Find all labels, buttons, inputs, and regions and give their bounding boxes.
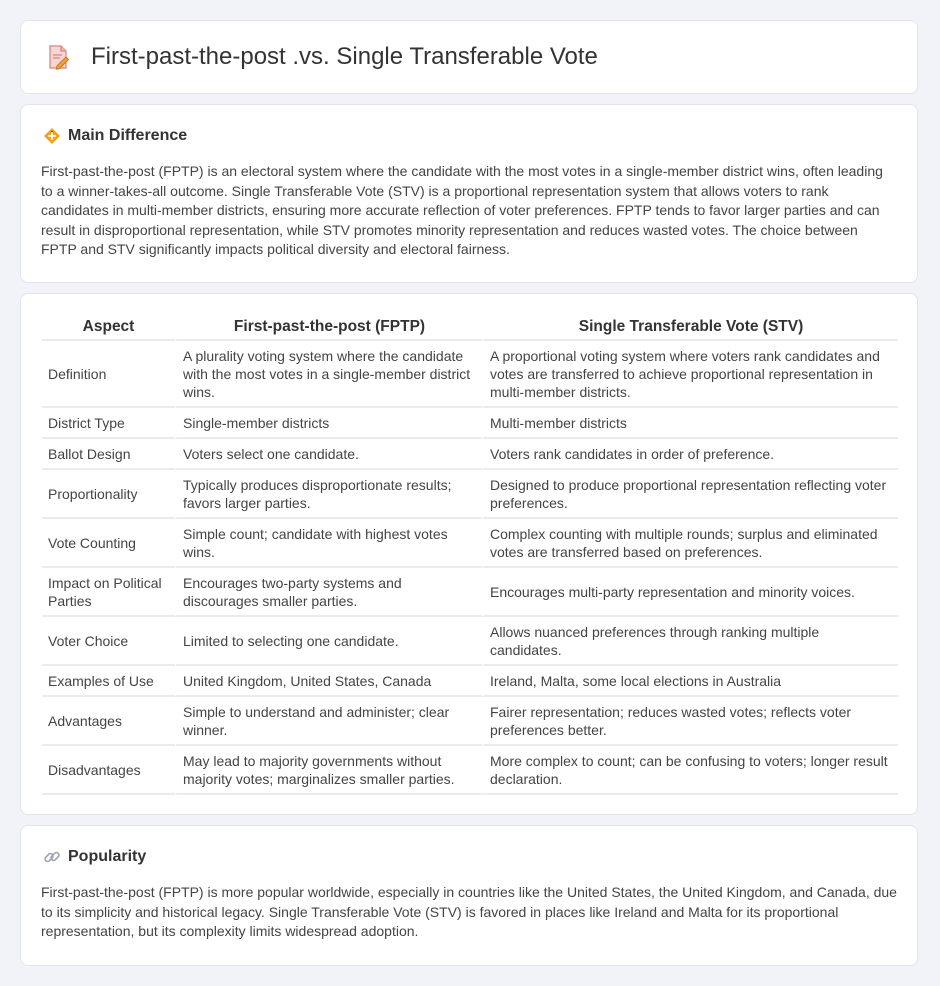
row-aspect: District Type bbox=[42, 408, 175, 439]
comparison-table bbox=[42, 316, 898, 795]
popularity-text: First-past-the-post (FPTP) is more popular worldwide, especially in countries like the United States, the United Kingdom, and Canada, due to its simplicity and historical legacy. Single Transferable Vote (STV) is favored in places like Ireland and Malta for its proportional representation, but its complexity limits widespread adoption. bbox=[41, 884, 897, 940]
link-icon bbox=[43, 848, 61, 866]
table-row bbox=[42, 568, 898, 617]
row-aspect: Advantages bbox=[42, 697, 175, 746]
row-fptp: Voters select one candidate. bbox=[175, 439, 482, 470]
row-fptp: May lead to majority governments without majority votes; marginalizes smaller parties. bbox=[175, 746, 482, 795]
table-row bbox=[42, 666, 898, 697]
table-header-row bbox=[42, 316, 898, 341]
row-aspect: Ballot Design bbox=[42, 439, 175, 470]
row-fptp: United Kingdom, United States, Canada bbox=[175, 666, 482, 697]
row-fptp: A plurality voting system where the candidate with the most votes in a single-member district wins. bbox=[175, 341, 482, 408]
table-row bbox=[42, 341, 898, 408]
table-row bbox=[42, 519, 898, 568]
popularity-title: Popularity bbox=[68, 848, 147, 865]
table-row bbox=[42, 617, 898, 666]
comparison-card bbox=[20, 293, 918, 815]
main-difference-title: Main Difference bbox=[68, 127, 188, 144]
table-row bbox=[42, 470, 898, 519]
row-aspect: Vote Counting bbox=[42, 519, 175, 568]
main-difference-text: First-past-the-post (FPTP) is an electoral system where the candidate with the most votes in a single-member district wins, often leading to a winner-takes-all outcome. Single Transferable Vote (STV) is a proportional representation system that allows voters to rank candidates in multi-member districts, ensuring more accurate reflection of voter preferences. FPTP tends to favor larger parties and can result in disproportional representation, while STV promotes minority representation and reduces wasted votes. The choice between FPTP and STV significantly impacts political diversity and electoral fairness. bbox=[41, 163, 883, 258]
header-aspect: Aspect bbox=[42, 316, 175, 341]
row-stv: Voters rank candidates in order of preference. bbox=[482, 439, 898, 470]
main-difference-card bbox=[20, 104, 918, 283]
row-fptp: Limited to selecting one candidate. bbox=[175, 617, 482, 666]
row-aspect: Impact on Political Parties bbox=[42, 568, 175, 617]
row-fptp: Simple count; candidate with highest votes wins. bbox=[175, 519, 482, 568]
title-card bbox=[20, 20, 918, 94]
row-stv: A proportional voting system where voters rank candidates and votes are transferred to achieve proportional representation in multi-member districts. bbox=[482, 341, 898, 408]
row-aspect: Voter Choice bbox=[42, 617, 175, 666]
row-stv: Encourages multi-party representation and minority voices. bbox=[482, 568, 898, 617]
table-row bbox=[42, 408, 898, 439]
row-stv: Multi-member districts bbox=[482, 408, 898, 439]
row-aspect: Proportionality bbox=[42, 470, 175, 519]
row-aspect: Examples of Use bbox=[42, 666, 175, 697]
table-row bbox=[42, 439, 898, 470]
header-fptp: First-past-the-post (FPTP) bbox=[175, 316, 482, 341]
document-pen-icon bbox=[47, 44, 71, 70]
row-fptp: Encourages two-party systems and discourages smaller parties. bbox=[175, 568, 482, 617]
page-title: First-past-the-post .vs. Single Transferable Vote bbox=[91, 43, 598, 70]
table-row bbox=[42, 746, 898, 795]
row-stv: Allows nuanced preferences through ranking multiple candidates. bbox=[482, 617, 898, 666]
row-aspect: Disadvantages bbox=[42, 746, 175, 795]
row-fptp: Typically produces disproportionate results; favors larger parties. bbox=[175, 470, 482, 519]
row-stv: More complex to count; can be confusing to voters; longer result declaration. bbox=[482, 746, 898, 795]
row-stv: Fairer representation; reduces wasted votes; reflects voter preferences better. bbox=[482, 697, 898, 746]
row-stv: Ireland, Malta, some local elections in Australia bbox=[482, 666, 898, 697]
row-aspect: Definition bbox=[42, 341, 175, 408]
table-row bbox=[42, 697, 898, 746]
header-stv: Single Transferable Vote (STV) bbox=[482, 316, 898, 341]
row-fptp: Simple to understand and administer; clear winner. bbox=[175, 697, 482, 746]
row-stv: Designed to produce proportional representation reflecting voter preferences. bbox=[482, 470, 898, 519]
row-fptp: Single-member districts bbox=[175, 408, 482, 439]
row-stv: Complex counting with multiple rounds; surplus and eliminated votes are transferred based on preferences. bbox=[482, 519, 898, 568]
diamond-signs-icon bbox=[43, 127, 61, 145]
popularity-card bbox=[20, 825, 918, 966]
